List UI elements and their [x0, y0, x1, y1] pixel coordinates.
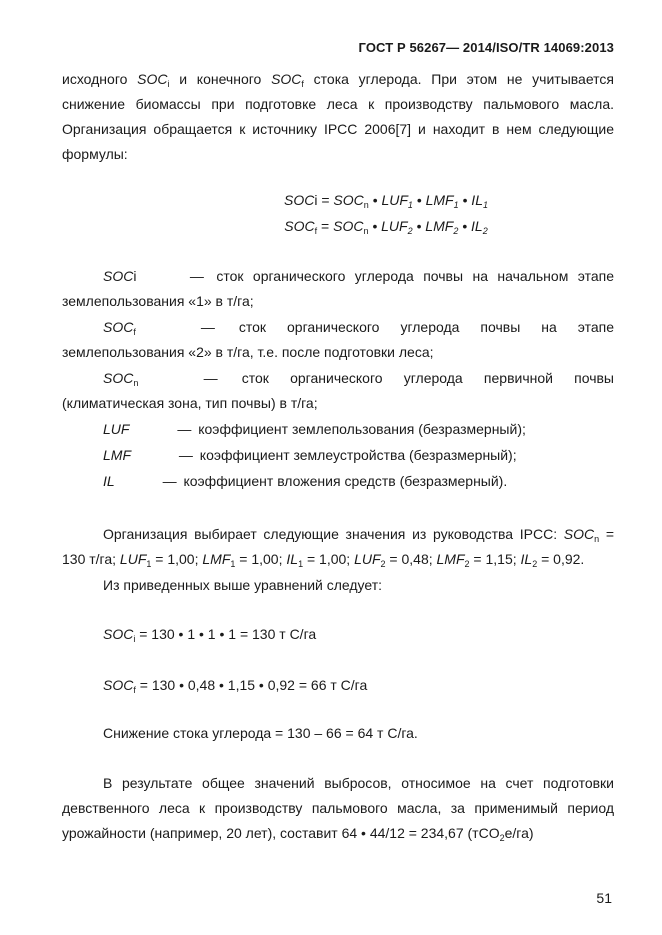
intro-paragraph: исходного $SOC_i$ и конечного $SOC_f$ стока углерода. При этом не учитывается снижение биомассы при подготовке леса к производству пальмового масла. Организация обращается к источнику IPCC 2006[7] и находит в нем следующие формулы:	[62, 71, 614, 162]
formula-soc-final: $SOC_f = SOC_n$ • $LUF_2$ • $LMF_2$ • $IL_2$	[284, 218, 488, 236]
definition-soc-initial: SOCi — сток органического углерода почвы на начальном этапе землепользования «1» в т/га;	[62, 268, 614, 309]
page-number: 51	[596, 890, 612, 906]
calc-reduction: Снижение стока углерода = 130 – 66 = 64 т С/га.	[103, 725, 418, 741]
result-paragraph: В результате общее значений выбросов, относимое на счет подготовки девственного леса к производству пальмового масла, за применимый период урожайности (например, 20 лет), составит 64 • 44/12 = 234,67 (тCO$_2$е/га)	[62, 775, 614, 843]
definitions-list	[62, 264, 614, 494]
definition-il: IL — коэффициент вложения средств (безразмерный).	[103, 473, 508, 489]
calc-soc-initial: $SOC_i = 130$ • 1 • 1 • 1 = 130 т С/га	[103, 626, 317, 644]
document-header: ГОСТ Р 56267— 2014/ISO/TR 14069:2013	[358, 40, 614, 55]
formula-soc-initial: SOCi = $SOC_n$ • $LUF_1$ • $LMF_1$ • $IL_1$	[283, 192, 488, 210]
calc-soc-final: $SOC_f = 130$ • 0,48 • 1,15 • 0,92 = 66 т С/га	[103, 677, 368, 695]
follows-line: Из приведенных выше уравнений следует:	[103, 577, 383, 593]
definition-soc-final: $SOC_f$ — сток органического углерода почвы на этапе землепользования «2» в т/га, т.е. после подготовки леса;	[62, 319, 614, 360]
definition-soc-primary: $SOC_n$ — сток органического углерода первичной почвы (климатическая зона, тип почвы) в т/га;	[62, 370, 614, 411]
definition-luf: LUF — коэффициент землепользования (безразмерный);	[103, 421, 526, 437]
values-paragraph: Организация выбирает следующие значения из руководства IPCC: $SOC_n = 130$ т/га; $LUF_1 = 1,00$; $LMF_1 = 1,00$; $IL_1 = 1,00$; $LUF_2 = 0,48$; $LMF_2 = 1,15$; $IL_2 = 0,92$. Из приведенных выше уравнений следует:	[62, 522, 614, 598]
formula-block	[62, 192, 614, 252]
definition-lmf: LMF — коэффициент землеустройства (безразмерный);	[103, 447, 517, 463]
